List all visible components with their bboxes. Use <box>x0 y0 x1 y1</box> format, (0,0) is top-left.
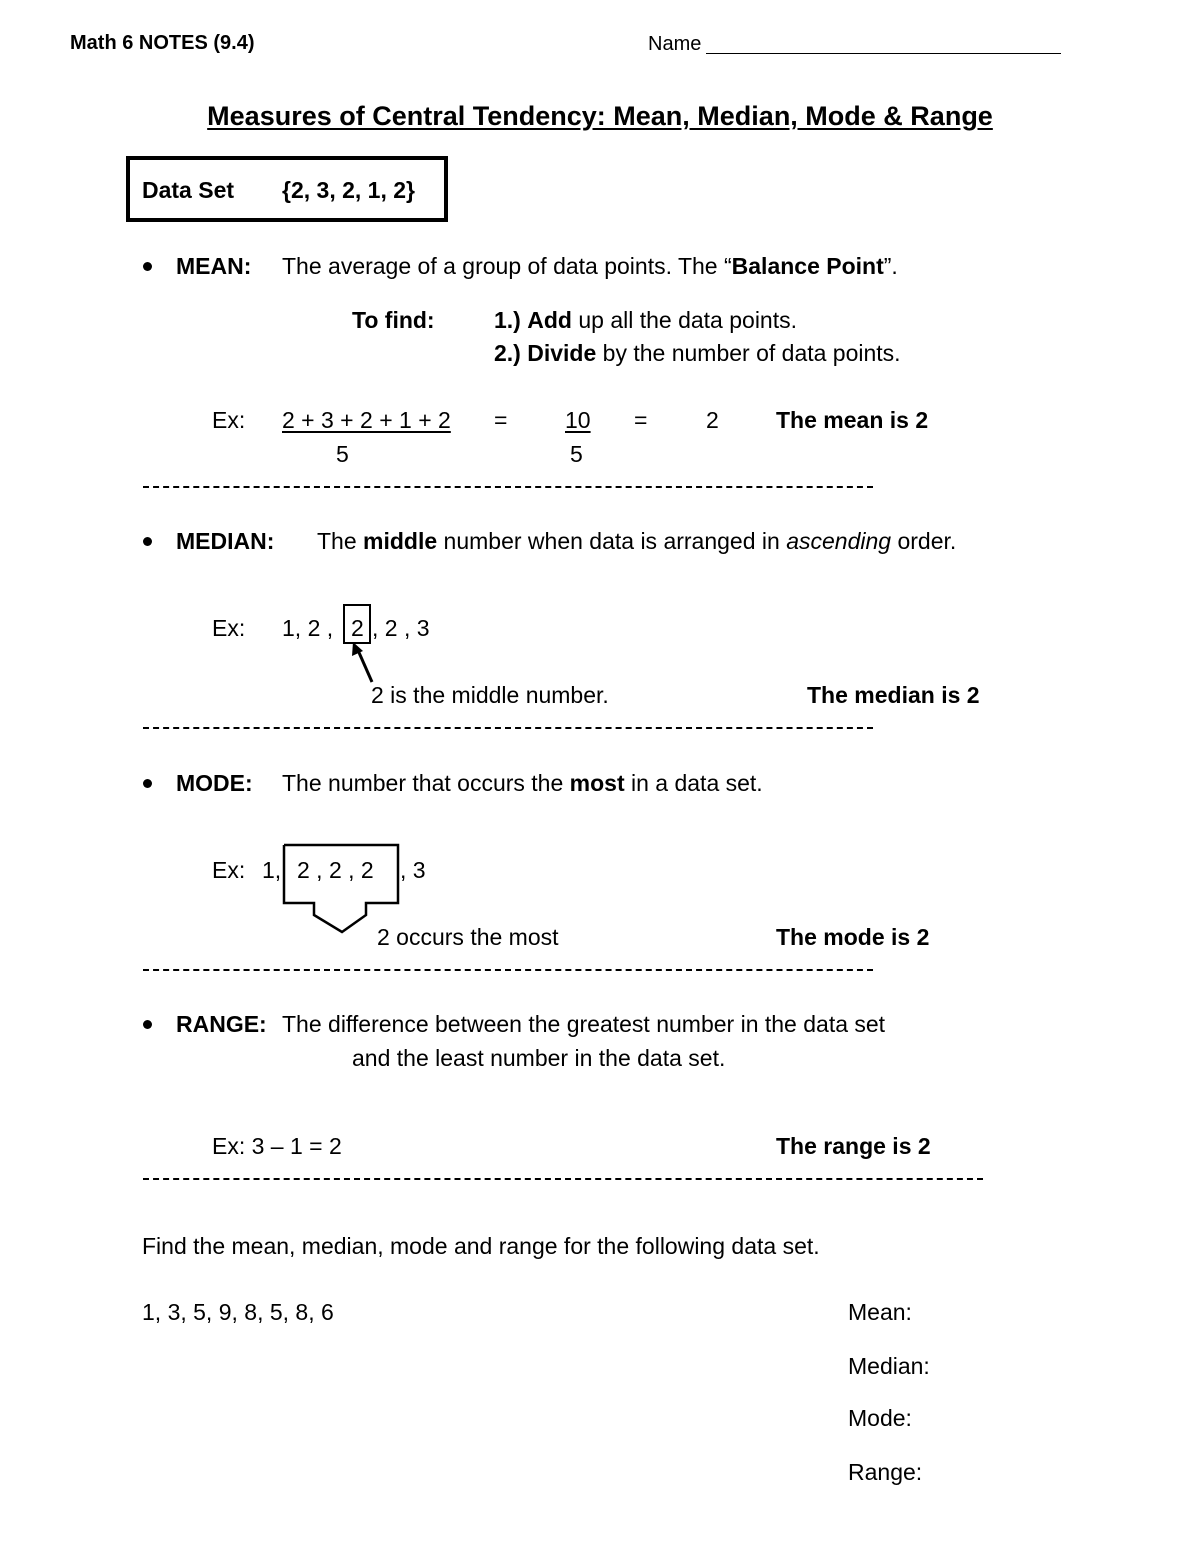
median-ex-label: Ex: <box>212 615 246 641</box>
divider <box>143 727 873 729</box>
range-result: The range is 2 <box>776 1133 931 1159</box>
practice-median-label[interactable]: Median: <box>848 1353 930 1379</box>
name-label: Name <box>648 33 702 55</box>
mode-note: 2 occurs the most <box>377 924 559 950</box>
median-seq-after: , 2 , 3 <box>372 615 430 641</box>
practice-prompt: Find the mean, median, mode and range for the following data set. <box>142 1233 820 1259</box>
divider <box>143 1178 983 1180</box>
median-seq-before: 1, 2 , <box>282 615 334 641</box>
median-definition: The middle number when data is arranged in ascending order. <box>317 528 957 554</box>
mode-ex-label: Ex: <box>212 857 246 883</box>
mode-seq-before: 1, <box>262 857 282 883</box>
mean-definition: The average of a group of data points. The “Balance Point”. <box>282 253 898 279</box>
bullet-icon <box>143 262 152 271</box>
mean-step-2: 2.) Divide by the number of data points. <box>494 340 901 366</box>
mean-term: MEAN: <box>176 253 252 279</box>
mean-result-value: 2 <box>706 407 719 433</box>
median-term: MEDIAN: <box>176 528 275 554</box>
range-definition-line-2: and the least number in the data set. <box>352 1045 726 1071</box>
practice-mean-label[interactable]: Mean: <box>848 1299 912 1325</box>
practice-mode-label[interactable]: Mode: <box>848 1405 912 1431</box>
range-term: RANGE: <box>176 1011 267 1037</box>
data-set-values: {2, 3, 2, 1, 2} <box>282 177 415 203</box>
course-title: Math 6 NOTES (9.4) <box>70 32 255 54</box>
mean-numerator: 2 + 3 + 2 + 1 + 2 <box>282 407 451 433</box>
bullet-icon <box>143 1020 152 1029</box>
practice-data-set: 1, 3, 5, 9, 8, 5, 8, 6 <box>142 1299 334 1325</box>
to-find-label: To find: <box>352 307 435 333</box>
mean-frac-denominator: 5 <box>570 441 583 467</box>
mean-equals-1: = <box>494 407 508 433</box>
mean-denominator: 5 <box>336 441 349 467</box>
median-note: 2 is the middle number. <box>371 682 609 708</box>
mean-equals-2: = <box>634 407 648 433</box>
data-set-label: Data Set <box>142 177 235 203</box>
arrow-up-icon <box>348 640 378 686</box>
divider <box>143 486 873 488</box>
name-blank-line[interactable] <box>706 53 1061 54</box>
practice-range-label[interactable]: Range: <box>848 1459 923 1485</box>
mode-term: MODE: <box>176 770 253 796</box>
mean-frac-numerator: 10 <box>565 407 591 433</box>
range-definition-line-1: The difference between the greatest number in the data set <box>282 1011 886 1037</box>
median-middle-value: 2 <box>351 615 364 641</box>
median-result: The median is 2 <box>807 682 980 708</box>
mean-result: The mean is 2 <box>776 407 929 433</box>
page-title: Measures of Central Tendency: Mean, Median, Mode & Range <box>207 101 993 131</box>
mode-result: The mode is 2 <box>776 924 930 950</box>
mode-boxed-values: 2 , 2 , 2 <box>297 857 374 883</box>
mode-seq-after: , 3 <box>400 857 426 883</box>
mean-ex-label: Ex: <box>212 407 246 433</box>
bullet-icon <box>143 537 152 546</box>
divider <box>143 969 873 971</box>
mode-definition: The number that occurs the most in a data set. <box>282 770 763 796</box>
range-example: Ex: 3 – 1 = 2 <box>212 1133 342 1159</box>
mean-step-1: 1.) Add up all the data points. <box>494 307 798 333</box>
bullet-icon <box>143 779 152 788</box>
